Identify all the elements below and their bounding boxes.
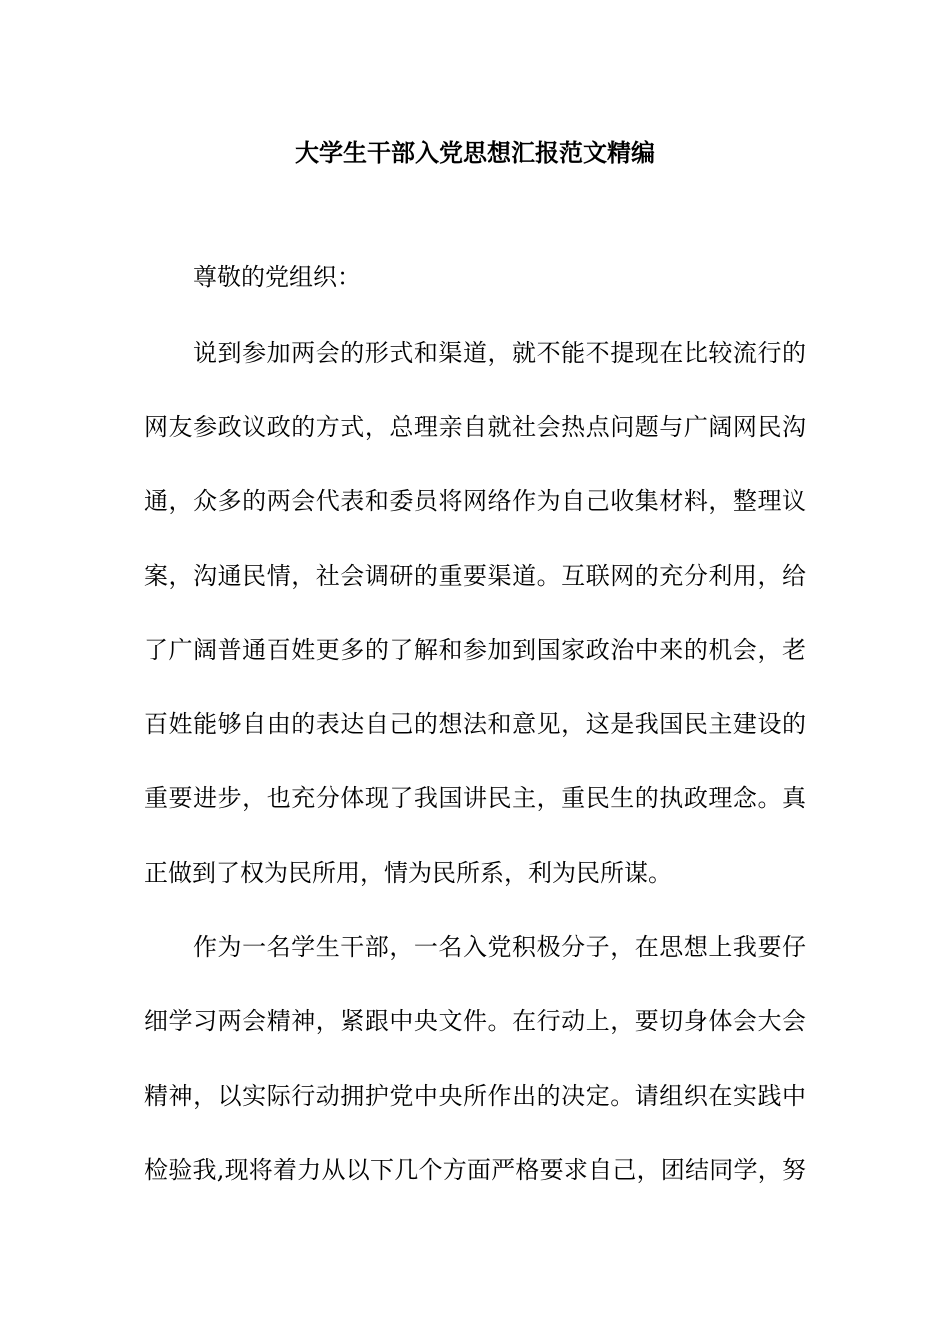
paragraph-2-line-1: 作为一名学生干部，一名入党积极分子，在思想上我要仔 <box>193 933 806 961</box>
paragraph-1-line-5: 了广阔普通百姓更多的了解和参加到国家政治中来的机会，老 <box>144 636 806 664</box>
paragraph-1-line-1: 说到参加两会的形式和渠道，就不能不提现在比较流行的 <box>193 339 806 367</box>
paragraph-2-line-2: 细学习两会精神，紧跟中央文件。在行动上，要切身体会大会 <box>144 1007 806 1035</box>
paragraph-2-line-4: 检验我,现将着力从以下几个方面严格要求自己，团结同学，努 <box>144 1156 806 1184</box>
paragraph-1-line-6: 百姓能够自由的表达自己的想法和意见，这是我国民主建设的 <box>144 710 806 738</box>
paragraph-1-line-3: 通，众多的两会代表和委员将网络作为自己收集材料，整理议 <box>144 487 806 515</box>
paragraph-2-line-3: 精神，以实际行动拥护党中央所作出的决定。请组织在实践中 <box>144 1082 806 1110</box>
salutation: 尊敬的党组织： <box>193 263 361 291</box>
document-title: 大学生干部入党思想汇报范文精编 <box>295 138 655 167</box>
paragraph-1-line-4: 案，沟通民情，社会调研的重要渠道。互联网的充分利用，给 <box>144 562 806 590</box>
paragraph-1-line-7: 重要进步，也充分体现了我国讲民主，重民生的执政理念。真 <box>144 784 806 812</box>
paragraph-1-line-2: 网友参政议政的方式，总理亲自就社会热点问题与广阔网民沟 <box>144 413 806 441</box>
paragraph-1-line-8: 正做到了权为民所用，情为民所系，利为民所谋。 <box>144 859 672 887</box>
